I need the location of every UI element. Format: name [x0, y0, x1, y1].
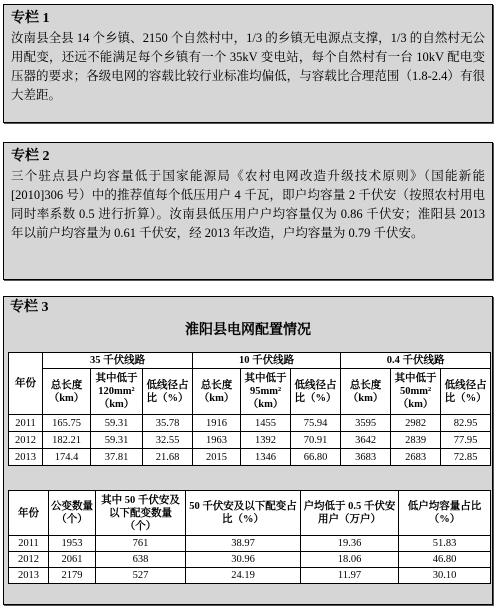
panel-2-title: 专栏 2 [11, 149, 50, 164]
t1-value-cell: 2015 [193, 449, 241, 466]
t1-col-header: 低线径占比（%） [291, 369, 341, 415]
t1-year-header: 年份 [9, 353, 43, 415]
t1-value-cell: 72.85 [441, 449, 491, 466]
t2-value-cell: 527 [96, 568, 186, 584]
table-row [9, 552, 491, 568]
t1-year-cell: 2011 [9, 415, 43, 432]
panel-3-title: 专栏 3 [10, 300, 49, 315]
t2-col-header: 其中 50 千伏安及以下配变数量（个） [96, 491, 186, 536]
t1-value-cell: 1963 [193, 432, 241, 449]
t1-value-cell: 37.81 [91, 449, 143, 466]
table-row [9, 415, 491, 432]
t2-value-cell: 761 [96, 536, 186, 552]
t1-group-04kv: 0.4 千伏线路 [341, 353, 491, 369]
t1-group-10kv: 10 千伏线路 [193, 353, 341, 369]
t1-value-cell: 1392 [241, 432, 291, 449]
t1-col-header: 低线径占比（%） [143, 369, 193, 415]
table-row [9, 536, 491, 552]
t1-value-cell: 3642 [341, 432, 391, 449]
panel-3 [3, 296, 493, 605]
t2-value-cell: 30.10 [399, 568, 491, 584]
t2-body [9, 536, 491, 584]
t1-value-cell: 32.55 [143, 432, 193, 449]
t1-value-cell: 66.80 [291, 449, 341, 466]
t1-value-cell: 1346 [241, 449, 291, 466]
table-row [9, 432, 491, 449]
t1-value-cell: 75.94 [291, 415, 341, 432]
t2-year-cell: 2011 [9, 536, 49, 552]
t1-value-cell: 35.78 [143, 415, 193, 432]
t2-year-cell: 2013 [9, 568, 49, 584]
t1-value-cell: 3595 [341, 415, 391, 432]
t2-value-cell: 2179 [49, 568, 96, 584]
t1-value-cell: 21.68 [143, 449, 193, 466]
panel-1-body: 汝南县全县 14 个乡镇、2150 个自然村中，1/3 的乡镇无电源点支撑，1/3 的自然村无公用配变，还远不能满足每个乡镇有一个 35kV 变电站，每个自然村有一台 10kV 配电变压器的要求；各级电网的容载比较行业标准均偏低，与容载比合理范围（1.8-2.4）有很大差距。 [11, 31, 485, 102]
t1-group-35kv: 35 千伏线路 [43, 353, 193, 369]
t1-value-cell: 59.31 [91, 432, 143, 449]
t1-col-header: 其中低于 50mm²（km） [391, 369, 441, 415]
transformer-config-table [8, 490, 491, 584]
t1-value-cell: 182.21 [43, 432, 91, 449]
t2-col-header: 公变数量（个） [49, 491, 96, 536]
t2-value-cell: 19.36 [301, 536, 399, 552]
t2-col-header: 户均低于 0.5 千伏安用户（万户） [301, 491, 399, 536]
t2-year-cell: 2012 [9, 552, 49, 568]
t2-col-header: 低户均容量占比（%） [399, 491, 491, 536]
t1-col-header: 其中低于 95mm²（km） [241, 369, 291, 415]
t1-value-cell: 1916 [193, 415, 241, 432]
t2-value-cell: 2061 [49, 552, 96, 568]
table-row [9, 449, 491, 466]
t1-year-cell: 2013 [9, 449, 43, 466]
t1-col-header: 其中低于 120mm²（km） [91, 369, 143, 415]
t2-value-cell: 18.06 [301, 552, 399, 568]
t1-body [9, 415, 491, 466]
table-header-row [9, 353, 491, 369]
t1-value-cell: 59.31 [91, 415, 143, 432]
table-subheader-row [9, 369, 491, 415]
t1-value-cell: 174.4 [43, 449, 91, 466]
t1-value-cell: 70.91 [291, 432, 341, 449]
t1-col-header: 总长度（km） [193, 369, 241, 415]
t2-value-cell: 46.80 [399, 552, 491, 568]
t2-value-cell: 638 [96, 552, 186, 568]
panel-1 [3, 4, 493, 123]
t2-value-cell: 30.96 [186, 552, 301, 568]
t1-col-header: 总长度（km） [341, 369, 391, 415]
t2-value-cell: 38.97 [186, 536, 301, 552]
t2-col-header: 50 千伏安及以下配变占比（%） [186, 491, 301, 536]
t1-value-cell: 2982 [391, 415, 441, 432]
t2-value-cell: 51.83 [399, 536, 491, 552]
t1-value-cell: 1455 [241, 415, 291, 432]
t1-value-cell: 2683 [391, 449, 441, 466]
t1-value-cell: 2839 [391, 432, 441, 449]
t2-value-cell: 24.19 [186, 568, 301, 584]
t1-value-cell: 82.95 [441, 415, 491, 432]
t1-value-cell: 165.75 [43, 415, 91, 432]
t1-col-header: 低线径占比（%） [441, 369, 491, 415]
t1-col-header: 总长度（km） [43, 369, 91, 415]
panel-2 [3, 142, 493, 280]
t2-value-cell: 1953 [49, 536, 96, 552]
table-header-row [9, 491, 491, 536]
table-row [9, 568, 491, 584]
t1-value-cell: 77.95 [441, 432, 491, 449]
t1-year-cell: 2012 [9, 432, 43, 449]
panel-2-body: 三个驻点县户均容量低于国家能源局《农村电网改造升级技术原则》（国能新能[2010]306 号）中的推荐值每个低压用户 4 千瓦，即户均容量 2 千伏安（按照农村用电同时率系数 0.5 进行折算）。汝南县低压用户户均容量仅为 0.86 千伏安；淮阳县 2013 年以前户均容量为 0.61 千伏安，经 2013 年改造，户均容量为 0.79 千伏安。 [11, 169, 485, 240]
t2-value-cell: 11.97 [301, 568, 399, 584]
panel-1-title: 专栏 1 [11, 11, 50, 26]
t1-value-cell: 3683 [341, 449, 391, 466]
line-config-table [8, 352, 491, 466]
t2-year-header: 年份 [9, 491, 49, 536]
table-caption: 淮阳县电网配置情况 [185, 323, 311, 338]
